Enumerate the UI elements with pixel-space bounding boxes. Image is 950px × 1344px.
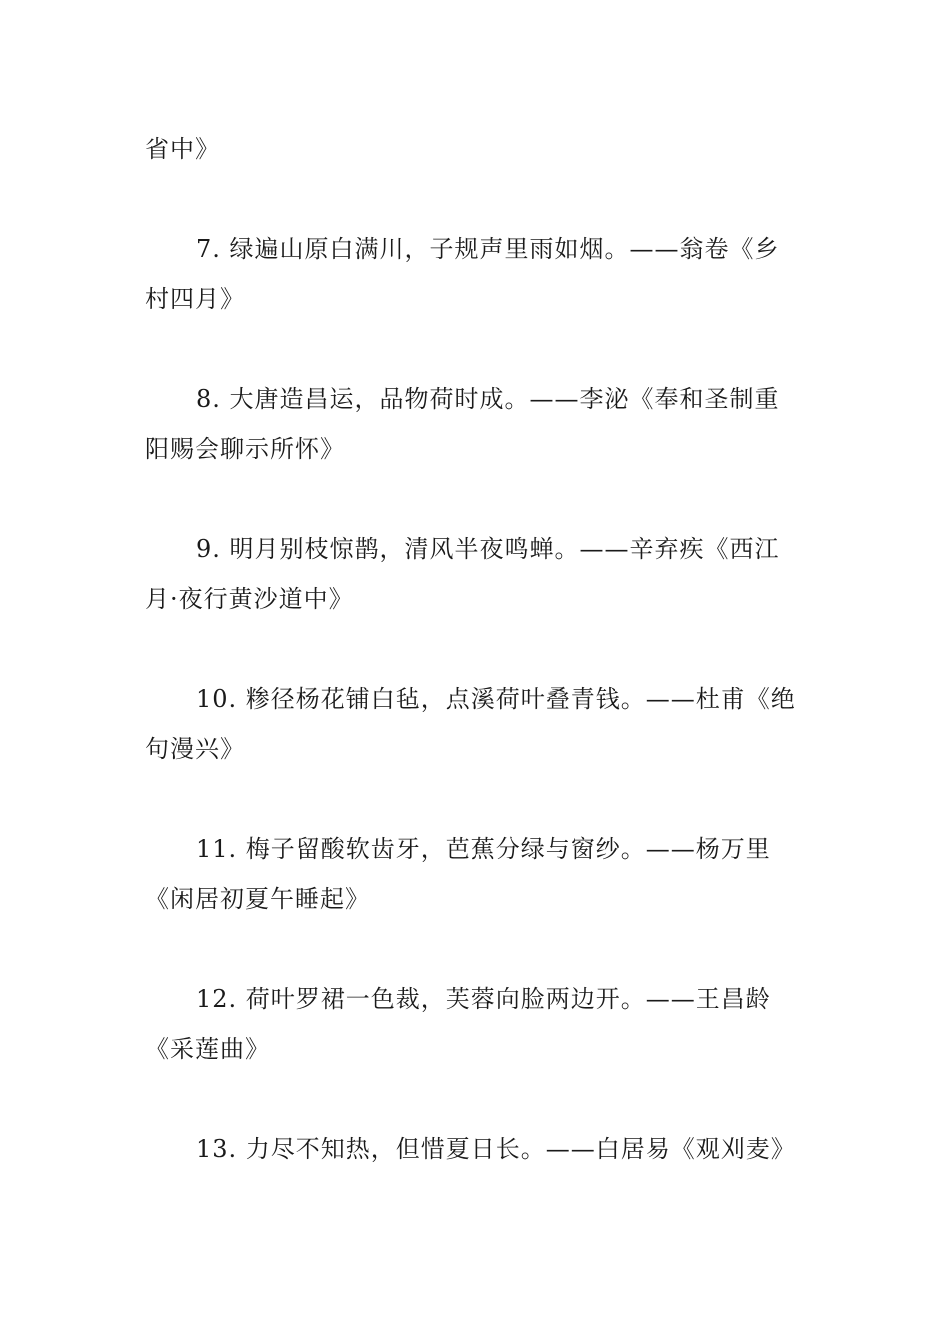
poem-entry-7-line-1: 7. 绿遍山原白满川，子规声里雨如烟。——翁卷《乡: [196, 235, 780, 263]
poem-entry-9-line-2: 月·夜行黄沙道中》: [145, 585, 354, 613]
poem-entry-7-line-2: 村四月》: [145, 285, 245, 313]
poem-entry-11-line-2: 《闲居初夏午睡起》: [145, 885, 370, 913]
text-line-continuation: 省中》: [145, 135, 220, 163]
poem-entry-12-line-1: 12. 荷叶罗裙一色裁，芙蓉向脸两边开。——王昌龄: [196, 985, 771, 1013]
poem-entry-12-line-2: 《采莲曲》: [145, 1035, 270, 1063]
poem-entry-10-line-1: 10. 糁径杨花铺白毡，点溪荷叶叠青钱。——杜甫《绝: [196, 685, 796, 713]
poem-entry-10-line-2: 句漫兴》: [145, 735, 245, 763]
poem-entry-9-line-1: 9. 明月别枝惊鹊，清风半夜鸣蝉。——辛弃疾《西江: [196, 535, 780, 563]
poem-entry-11-line-1: 11. 梅子留酸软齿牙，芭蕉分绿与窗纱。——杨万里: [196, 835, 771, 863]
poem-entry-8-line-2: 阳赐会聊示所怀》: [145, 435, 345, 463]
poem-entry-8-line-1: 8. 大唐造昌运，品物荷时成。——李泌《奉和圣制重: [196, 385, 780, 413]
poem-entry-13-line-1: 13. 力尽不知热，但惜夏日长。——白居易《观刈麦》: [196, 1135, 796, 1163]
